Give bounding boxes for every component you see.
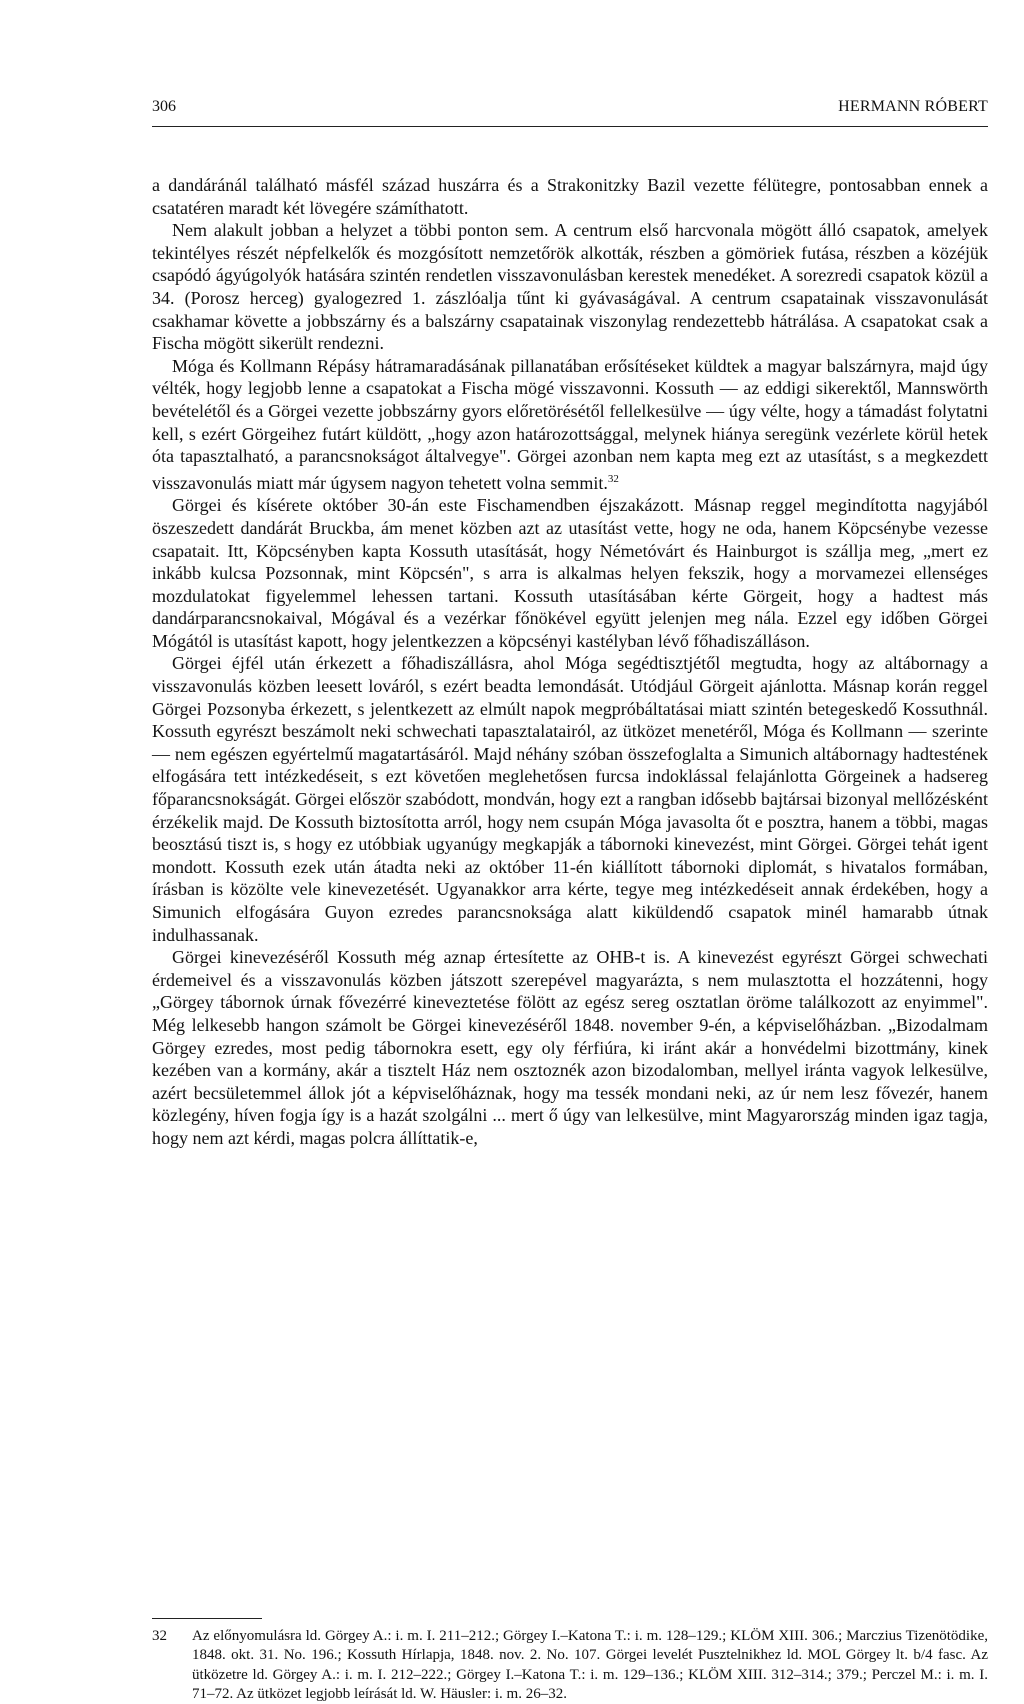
paragraph-6: Görgei kinevezéséről Kossuth még aznap értesítette az OHB-t is. A kinevezést egyrészt Görgei schwechati érdemeivel és a visszavonulás közben játszott szerepével magyarázta, s nem mulasztotta el hozzátenni, hogy „Görgey tábornok úrnak fővezérré kineveztetése fölött az egész sereg osztatlan öröme találkozott az enyimmel". Még lelkesebb hangon számolt be Görgei kinevezéséről 1848. november 9-én, a képviselőházban. „Bizodalmam Görgey ezredes, most pedig tábornokra esett, egy oly férfiúra, ki iránt akár a honvédelmi bizottmány, kinek kezében van a kormány, akár a tisztelt Ház nem osztoznék azon bizodalomban, mellyel iránta vagyok lelkesülve, azért becsületemmel állok jót a képviselőháznak, hogy ma tessék mondani neki, az úr nem lesz fővezér, hanem közlegény, híven fogja így is a hazát szolgálni ... mert ő úgy van lelkesülve, mint Magyarország minden igaz tagja, hogy nem azt kérdi, magas polcra állíttatik-e, [152, 947, 988, 1148]
page-header [152, 96, 988, 127]
footnotes [152, 1627, 988, 1704]
paragraph-2: Nem alakult jobban a helyzet a többi ponton sem. A centrum első harcvonala mögött álló csapatok, amelyek tekintélyes részét népfelkelők és mozgósított nemzetőrök alkották, részben a gömöriek futása, részben a közéjük csapódó ágyúgolyók hatására szintén rendetlen visszavonulásban kerestek menedéket. A sorezredi csapatok közül a 34. (Porosz herceg) gyalogezred 1. zászlóalja tűnt ki gyávaságával. A centrum csapatainak visszavonulását csakhamar követte a jobbszárny és a balszárny csapatainak viszonylag rendezettebb hátrálása. A csapatokat csak a Fischa mögött sikerült rendezni. [152, 220, 988, 354]
paragraph-3-text: Móga és Kollmann Répásy hátramaradásának pillanatában erősítéseket küldtek a magyar balszárnyra, majd úgy vélték, hogy legjobb lenne a csapatokat a Fischa mögé visszavonni. Kossuth — az eddigi sikerektől, Mannswörth bevételétől és a Görgei vezette jobbszárny gyors előretörésétől fellelkesülve — úgy vélte, hogy a támadást folytatni kell, s ezért Görgeihez futárt küldött, „hogy azon határozottsággal, melynek hiánya seregünk vezérlete körül hetek óta tapasztalható, a parancsnokságot általvegye". Görgei azonban nem kapta meg ezt az utasítást, s a megkezdett visszavonulás miatt már úgysem nagyon tehetett volna semmit. [152, 355, 988, 493]
footnote-reference[interactable]: 32 [607, 472, 619, 485]
body-text [152, 174, 988, 1150]
paragraph-3 [152, 355, 988, 495]
paragraph-4: Görgei és kísérete október 30-án este Fischamendben éjszakázott. Másnap reggel megindította nagyjából öszeszedett dandárát Bruckba, ám menet közben azt az utasítást vette, hogy ne oda, hanem Köpcsénybe vezesse csapatait. Itt, Köpcsényben kapta Kossuth utasítását, hogy Németóvárt és Hainburgot is szállja meg, „mert ez inkább kulcsa Pozsonnak, mint Köpcsén", s arra is alkalmas helyen fekszik, hogy a morvamezei ellenséges mozdulatokat figyelemmel lehessen tartani. Kossuth utasításában kérte Görgeit, hogy a hadtest más dandárparancsnokaival, Mógával és a vezérkar főnökével együtt jelenjen meg nála. Ezzel egy időben Görgei Mógától is utasítást kapott, hogy jelentkezzen a köpcsényi kastélyban lévő főhadiszálláson. [152, 495, 988, 651]
footnote-32 [152, 1627, 988, 1704]
footnote-number: 32 [152, 1628, 167, 1644]
footnote-text: Az előnyomulásra ld. Görgey A.: i. m. I. 211–212.; Görgey I.–Katona T.: i. m. 128–129.; KLÖM XIII. 306.; Marczius Tizenötödike, 1848. okt. 31. No. 196.; Kossuth Hírlapja, 1848. nov. 2. No. 107. Görgei levelét Pusztelnikhez ld. MOL Görgey lt. b/4 fasc. Az ütközetre ld. Görgey A.: i. m. I. 212–222.; Görgey I.–Katona T.: i. m. 129–136.; KLÖM XIII. 312–314.; 379.; Perczel M.: i. m. I. 71–72. Az ütközet legjobb leírását ld. W. Häusler: i. m. 26–32. [192, 1628, 988, 1702]
paragraph-1: a dandáránál található másfél század huszárra és a Strakonitzky Bazil vezette félütegre, pontosabban ennek a csatatéren maradt két lövegére számíthatott. [152, 175, 988, 218]
paragraph-5: Görgei éjfél után érkezett a főhadiszállásra, ahol Móga segédtisztjétől megtudta, hogy az altábornagy a visszavonulás közben leesett lováról, s ezért beadta lemondását. Utódjául Görgeit ajánlotta. Másnap korán reggel Görgei Pozsonyba érkezett, s jelentkezett az elmúlt napok megpróbáltatásai miatt szintén betegeskedő Kossuthnál. Kossuth egyrészt beszámolt neki schwechati tapasztalatairól, az ütközet menetéről, Móga és Kollmann — szerinte — nem egészen egyértelmű magatartásáról. Majd néhány szóban összefoglalta a Simunich altábornagy hadtestének elfogására tett intézkedéseit, s ezt követően meglehetősen furcsa indoklással felajánlotta Görgeinek a hadsereg főparancsnokságát. Görgei először szabódott, mondván, hogy ezt a rangban idősebb bajtársai bizonyal mellőzésként érzékelik majd. De Kossuth biztosította arról, hogy nem csupán Móga javasolta őt e posztra, hanem a többi, magas beosztású tiszt is, s hogy ez utóbbiak ugyanúgy megkapják a tábornoki kinevezést, mint Görgei. Görgei tehát igent mondott. Kossuth ezek után átadta neki az október 11-én kiállított tábornoki diplomát, s hivatalos formában, írásban is közölte vele kinevezetését. Ugyanakkor arra kérte, tegye meg intézkedéseit annak érdekében, hogy a Simunich elfogására Guyon ezredes parancsnoksága alatt kiküldendő csapatok minél hamarabb útnak indulhassanak. [152, 653, 988, 945]
running-head: HERMANN RÓBERT [838, 98, 988, 115]
footnote-separator [152, 1618, 262, 1619]
page-number: 306 [152, 98, 176, 115]
